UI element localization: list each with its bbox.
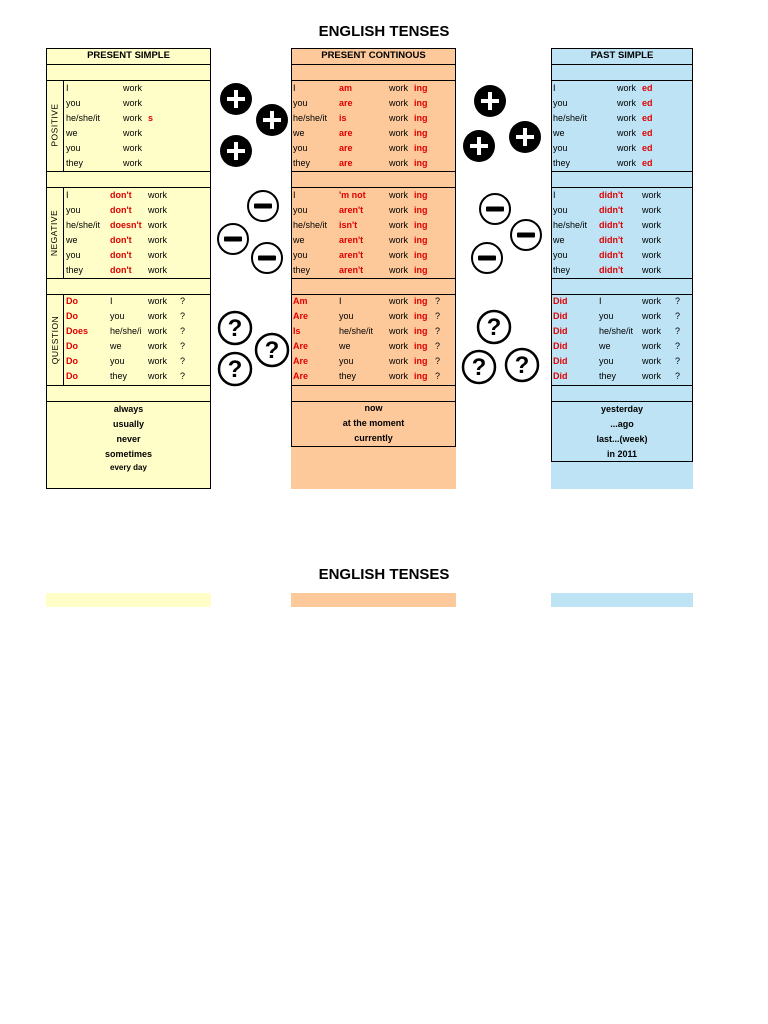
- pronoun: you: [66, 205, 81, 215]
- pronoun: you: [599, 311, 614, 321]
- aux: Did: [553, 356, 568, 366]
- verb: work: [148, 371, 168, 381]
- verb: work: [148, 265, 168, 275]
- suffix: ing: [414, 356, 428, 366]
- verb: work: [642, 190, 662, 200]
- aux: Do: [66, 356, 78, 366]
- question-mark: ?: [435, 326, 441, 336]
- verb: work: [389, 205, 409, 215]
- past-simple-header: PAST SIMPLE: [590, 50, 654, 61]
- pronoun: you: [293, 98, 308, 108]
- verb: work: [148, 296, 168, 306]
- aux: Do: [66, 371, 78, 381]
- question-label: QUESTION: [50, 315, 61, 365]
- present-continuous-strip: [291, 593, 456, 607]
- question-mark: ?: [435, 296, 441, 306]
- pronoun: he/she/it: [66, 220, 101, 230]
- aux: didn't: [599, 265, 624, 275]
- time-word: always: [113, 404, 144, 414]
- pronoun: we: [553, 235, 565, 245]
- pronoun: you: [293, 250, 308, 260]
- verb: work: [123, 113, 143, 123]
- pronoun: I: [553, 83, 556, 93]
- verb: work: [148, 341, 168, 351]
- suffix: ing: [414, 190, 428, 200]
- aux: Are: [293, 356, 309, 366]
- time-word: every day: [110, 463, 147, 472]
- verb: work: [389, 98, 409, 108]
- page-title: ENGLISH TENSES: [318, 23, 450, 40]
- time-word: yesterday: [600, 404, 644, 414]
- aux: Did: [553, 296, 568, 306]
- verb: work: [148, 220, 168, 230]
- pronoun: we: [110, 341, 122, 351]
- question-mark: ?: [180, 311, 186, 321]
- verb: work: [389, 83, 409, 93]
- verb: work: [617, 158, 637, 168]
- aux: Do: [66, 296, 78, 306]
- aux: don't: [110, 265, 132, 275]
- pronoun: I: [293, 190, 296, 200]
- verb: work: [123, 98, 143, 108]
- verb: work: [148, 356, 168, 366]
- pronoun: we: [66, 235, 78, 245]
- present-simple-panel: [46, 48, 211, 489]
- svg-text:?: ?: [514, 352, 530, 379]
- question-circle-icon: [461, 349, 497, 385]
- verb: work: [617, 113, 637, 123]
- verb: work: [617, 98, 637, 108]
- pronoun: they: [553, 158, 571, 168]
- aux: Am: [293, 296, 308, 306]
- pronoun: we: [599, 341, 611, 351]
- question-mark: ?: [675, 341, 681, 351]
- pronoun: he/she/it: [293, 220, 328, 230]
- question-mark: ?: [180, 326, 186, 336]
- question-circle-icon: [217, 310, 253, 346]
- suffix: ed: [642, 83, 653, 93]
- verb: work: [642, 205, 662, 215]
- question-mark: ?: [435, 311, 441, 321]
- question-mark: ?: [435, 341, 441, 351]
- aux: Are: [293, 371, 309, 381]
- aux: 'm not: [339, 190, 366, 200]
- page-title-2: ENGLISH TENSES: [318, 566, 450, 583]
- suffix: ed: [642, 98, 653, 108]
- verb: work: [148, 190, 168, 200]
- time-word: last...(week): [596, 434, 648, 444]
- present-simple-strip: [46, 593, 211, 607]
- verb: work: [389, 128, 409, 138]
- svg-text:?: ?: [227, 315, 243, 342]
- verb: work: [642, 326, 662, 336]
- verb: work: [642, 341, 662, 351]
- aux: is: [339, 113, 347, 123]
- aux: Do: [66, 311, 78, 321]
- verb: work: [389, 143, 409, 153]
- pronoun: you: [553, 250, 568, 260]
- svg-text:?: ?: [264, 337, 280, 364]
- verb: work: [148, 250, 168, 260]
- suffix: ing: [414, 311, 428, 321]
- aux: Did: [553, 326, 568, 336]
- pronoun: they: [599, 371, 617, 381]
- verb: work: [148, 311, 168, 321]
- suffix: ed: [642, 158, 653, 168]
- verb: work: [389, 326, 409, 336]
- minus-circle-icon: [216, 222, 250, 256]
- past-simple-strip: [551, 593, 693, 607]
- question-circle-icon: [504, 347, 540, 383]
- pronoun: they: [66, 158, 84, 168]
- svg-text:?: ?: [471, 354, 487, 381]
- aux: didn't: [599, 250, 624, 260]
- suffix: ed: [642, 128, 653, 138]
- pronoun: they: [553, 265, 571, 275]
- question-mark: ?: [180, 371, 186, 381]
- suffix: ed: [642, 143, 653, 153]
- question-mark: ?: [180, 341, 186, 351]
- pronoun: we: [293, 128, 305, 138]
- aux: are: [339, 98, 353, 108]
- verb: work: [123, 158, 143, 168]
- pronoun: he/she/it: [339, 326, 374, 336]
- aux: didn't: [599, 220, 624, 230]
- pronoun: they: [66, 265, 84, 275]
- pronoun: I: [110, 296, 113, 306]
- verb: work: [389, 190, 409, 200]
- suffix: ing: [414, 371, 428, 381]
- verb: work: [389, 296, 409, 306]
- pronoun: I: [339, 296, 342, 306]
- positive-label: POSITIVE: [49, 103, 60, 147]
- verb: work: [389, 341, 409, 351]
- time-word: never: [116, 434, 141, 444]
- verb: work: [642, 311, 662, 321]
- pronoun: I: [66, 190, 69, 200]
- question-circle-icon: [476, 309, 512, 345]
- suffix: ing: [414, 143, 428, 153]
- verb: work: [389, 235, 409, 245]
- past-simple-panel: [551, 48, 693, 489]
- present-continuous-panel: [291, 48, 456, 489]
- pronoun: they: [339, 371, 357, 381]
- pronoun: you: [110, 356, 125, 366]
- question-mark: ?: [435, 371, 441, 381]
- minus-circle-icon: [509, 218, 543, 252]
- time-word: currently: [354, 433, 393, 443]
- aux: don't: [110, 205, 132, 215]
- suffix: ing: [414, 296, 428, 306]
- present-simple-header: PRESENT SIMPLE: [87, 50, 170, 61]
- aux: are: [339, 158, 353, 168]
- aux: are: [339, 143, 353, 153]
- verb: work: [617, 143, 637, 153]
- verb: work: [148, 235, 168, 245]
- time-word: now: [364, 403, 383, 413]
- verb: work: [123, 128, 143, 138]
- suffix: ing: [414, 158, 428, 168]
- suffix: ing: [414, 113, 428, 123]
- verb: work: [617, 83, 637, 93]
- aux: Is: [293, 326, 301, 336]
- aux: aren't: [339, 205, 364, 215]
- aux: Does: [66, 326, 89, 336]
- pronoun: you: [293, 205, 308, 215]
- aux: don't: [110, 250, 132, 260]
- aux: Did: [553, 311, 568, 321]
- time-word: usually: [112, 419, 144, 429]
- suffix: s: [148, 113, 154, 123]
- aux: aren't: [339, 250, 364, 260]
- aux: didn't: [599, 205, 624, 215]
- verb: work: [389, 158, 409, 168]
- pronoun: he/she/it: [553, 220, 588, 230]
- plus-circle-icon: [508, 120, 542, 154]
- verb: work: [617, 128, 637, 138]
- suffix: ing: [414, 265, 428, 275]
- aux: Do: [66, 341, 78, 351]
- verb: work: [642, 356, 662, 366]
- suffix: ing: [414, 128, 428, 138]
- aux: didn't: [599, 235, 624, 245]
- minus-circle-icon: [470, 241, 504, 275]
- pronoun: he/she/it: [66, 113, 101, 123]
- time-word: ...ago: [610, 419, 634, 429]
- verb: work: [642, 250, 662, 260]
- pronoun: we: [293, 235, 305, 245]
- plus-circle-icon: [255, 103, 289, 137]
- pronoun: I: [293, 83, 296, 93]
- pronoun: you: [66, 98, 81, 108]
- suffix: ing: [414, 220, 428, 230]
- question-circle-icon: [254, 332, 290, 368]
- question-mark: ?: [675, 371, 681, 381]
- pronoun: they: [293, 265, 311, 275]
- suffix: ing: [414, 205, 428, 215]
- question-mark: ?: [180, 296, 186, 306]
- pronoun: you: [293, 143, 308, 153]
- aux: don't: [110, 190, 132, 200]
- aux: didn't: [599, 190, 624, 200]
- verb: work: [389, 250, 409, 260]
- aux: Are: [293, 341, 309, 351]
- aux: Are: [293, 311, 309, 321]
- pronoun: he/she/i: [110, 326, 142, 336]
- pronoun: you: [599, 356, 614, 366]
- question-mark: ?: [675, 296, 681, 306]
- verb: work: [389, 371, 409, 381]
- question-mark: ?: [435, 356, 441, 366]
- pronoun: they: [110, 371, 128, 381]
- plus-circle-icon: [219, 82, 253, 116]
- suffix: ed: [642, 113, 653, 123]
- minus-circle-icon: [250, 241, 284, 275]
- aux: am: [339, 83, 353, 93]
- question-mark: ?: [675, 311, 681, 321]
- pronoun: they: [293, 158, 311, 168]
- pronoun: you: [66, 250, 81, 260]
- minus-circle-icon: [478, 192, 512, 226]
- pronoun: you: [110, 311, 125, 321]
- question-mark: ?: [675, 356, 681, 366]
- pronoun: we: [339, 341, 351, 351]
- time-word: at the moment: [342, 418, 405, 428]
- verb: work: [642, 296, 662, 306]
- pronoun: you: [66, 143, 81, 153]
- pronoun: he/she/it: [293, 113, 328, 123]
- suffix: ing: [414, 235, 428, 245]
- plus-circle-icon: [473, 84, 507, 118]
- question-mark: ?: [180, 356, 186, 366]
- aux: aren't: [339, 265, 364, 275]
- aux: aren't: [339, 235, 364, 245]
- aux: Did: [553, 371, 568, 381]
- aux: doesn't: [110, 220, 142, 230]
- time-word: in 2011: [606, 449, 638, 459]
- verb: work: [148, 326, 168, 336]
- aux: are: [339, 128, 353, 138]
- verb: work: [642, 220, 662, 230]
- verb: work: [642, 235, 662, 245]
- pronoun: I: [599, 296, 602, 306]
- verb: work: [389, 311, 409, 321]
- negative-label: NEGATIVE: [49, 209, 60, 257]
- pronoun: we: [66, 128, 78, 138]
- aux: don't: [110, 235, 132, 245]
- pronoun: I: [553, 190, 556, 200]
- suffix: ing: [414, 326, 428, 336]
- minus-circle-icon: [246, 189, 280, 223]
- pronoun: he/she/it: [553, 113, 588, 123]
- plus-circle-icon: [219, 134, 253, 168]
- verb: work: [148, 205, 168, 215]
- verb: work: [389, 265, 409, 275]
- verb: work: [389, 356, 409, 366]
- svg-text:?: ?: [486, 314, 502, 341]
- svg-text:?: ?: [227, 356, 243, 383]
- pronoun: you: [339, 356, 354, 366]
- pronoun: you: [339, 311, 354, 321]
- pronoun: I: [66, 83, 69, 93]
- pronoun: you: [553, 98, 568, 108]
- suffix: ing: [414, 83, 428, 93]
- verb: work: [123, 143, 143, 153]
- pronoun: he/she/it: [599, 326, 634, 336]
- suffix: ing: [414, 341, 428, 351]
- verb: work: [642, 265, 662, 275]
- verb: work: [389, 220, 409, 230]
- pronoun: you: [553, 143, 568, 153]
- present-continuous-header: PRESENT CONTINOUS: [321, 50, 426, 61]
- verb: work: [123, 83, 143, 93]
- aux: Did: [553, 341, 568, 351]
- plus-circle-icon: [462, 129, 496, 163]
- suffix: ing: [414, 98, 428, 108]
- verb: work: [642, 371, 662, 381]
- aux: isn't: [339, 220, 358, 230]
- verb: work: [389, 113, 409, 123]
- suffix: ing: [414, 250, 428, 260]
- question-mark: ?: [675, 326, 681, 336]
- pronoun: you: [553, 205, 568, 215]
- pronoun: we: [553, 128, 565, 138]
- question-circle-icon: [217, 351, 253, 387]
- time-word: sometimes: [104, 449, 153, 459]
